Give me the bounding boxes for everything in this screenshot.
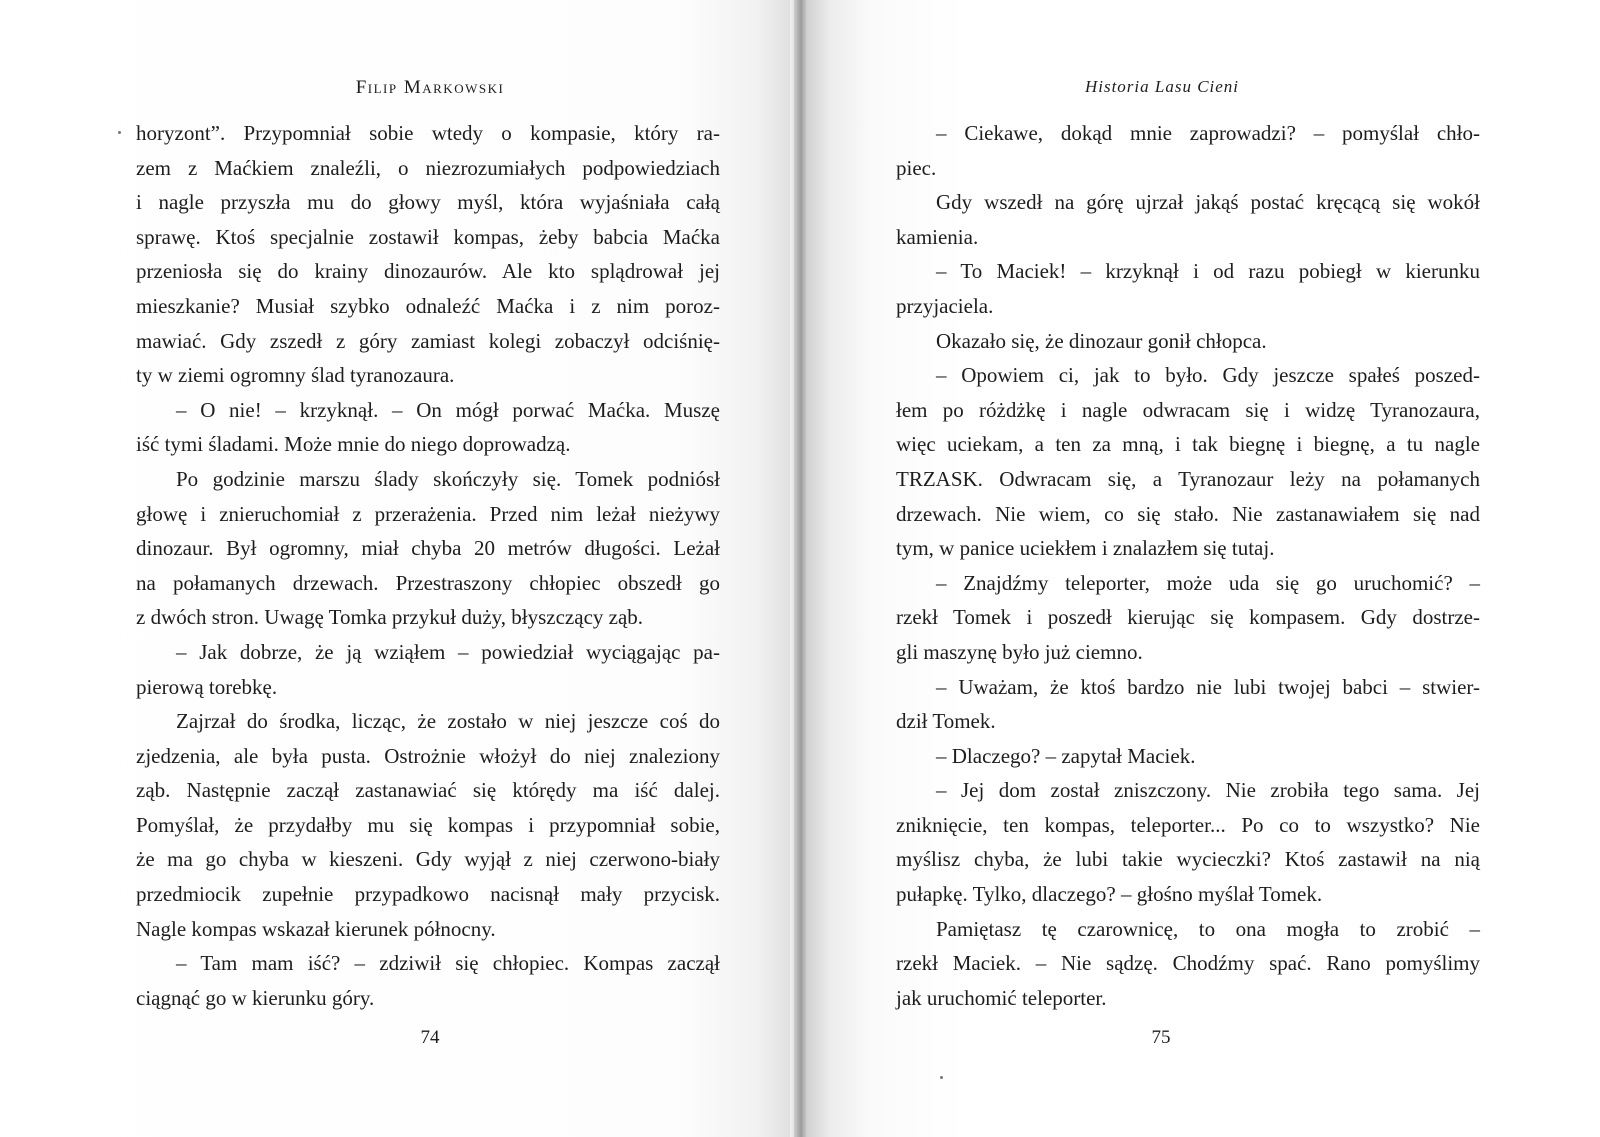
left-page-body — [136, 116, 720, 1015]
text-line: z dwóch stron. Uwagę Tomka przykuł duży, błyszczący ząb. — [136, 605, 644, 630]
text-line: – Dlaczego? – zapytał Maciek. — [936, 743, 1196, 768]
text-line: na połamanych drzewach. Przestraszony chłopiec obszedł go — [136, 570, 720, 595]
right-page — [806, 0, 1600, 1137]
text-line: gli maszynę było już ciemno. — [896, 639, 1143, 664]
text-line: ciągnąć go w kierunku góry. — [136, 985, 375, 1010]
text-line: rzekł Maciek. – Nie sądzę. Chodźmy spać. Rano pomyślimy — [896, 951, 1480, 976]
text-line: ząb. Następnie zaczął zastanawiać się którędy ma iść dalej. — [136, 778, 720, 803]
text-line: – Jak dobrze, że ją wziąłem – powiedział wyciągając pa- — [176, 639, 720, 664]
text-line: przeniosła się do krainy dinozaurów. Ale kto splądrował jej — [136, 259, 720, 284]
text-line: łem po różdżkę i nagle odwracam się i widzę Tyranozaura, — [896, 397, 1480, 422]
text-line: Zajrzał do środka, licząc, że zostało w niej jeszcze coś do — [176, 709, 720, 734]
text-line: mieszkanie? Musiał szybko odnaleźć Maćka i z nim poroz- — [136, 293, 720, 318]
text-line: – Opowiem ci, jak to było. Gdy jeszcze spałeś poszed- — [936, 363, 1480, 388]
text-line: pierową torebkę. — [136, 674, 278, 699]
text-line: mawiać. Gdy zszedł z góry zamiast kolegi zobaczył odciśnię- — [136, 328, 720, 353]
text-line: – Jej dom został zniszczony. Nie zrobiła tego sama. Jej — [936, 778, 1480, 803]
text-line: – To Maciek! – krzyknął i od razu pobiegł w kierunku — [936, 259, 1480, 284]
text-line: piec. — [896, 155, 937, 180]
right-page-body — [896, 116, 1480, 1015]
text-line: Nagle kompas wskazał kierunek północny. — [136, 916, 496, 941]
text-line: ty w ziemi ogromny ślad tyranozaura. — [136, 363, 455, 388]
text-line: – Znajdźmy teleporter, może uda się go uruchomić? – — [936, 570, 1480, 595]
text-line: TRZASK. Odwracam się, a Tyranozaur leży na połamanych — [896, 466, 1480, 491]
text-line: rzekł Tomek i poszedł kierując się kompasem. Gdy dostrze- — [896, 605, 1480, 630]
text-line: myślisz chyba, że lubi takie wycieczki? Ktoś zastawił na nią — [896, 847, 1480, 872]
text-line: – Ciekawe, dokąd mnie zaprowadzi? – pomyślał chło- — [936, 121, 1480, 145]
print-speck — [118, 131, 121, 134]
left-page — [0, 0, 798, 1137]
text-line: głowę i znieruchomiał z przerażenia. Przed nim leżał nieżywy — [136, 501, 720, 526]
print-speck — [940, 1076, 943, 1079]
text-line: sprawę. Ktoś specjalnie zostawił kompas, żeby babcia Maćka — [136, 224, 720, 249]
text-line: Po godzinie marszu ślady skończyły się. Tomek podniósł — [176, 466, 720, 491]
text-line: Pamiętasz tę czarownicę, to ona mogła to zrobić – — [936, 916, 1480, 941]
text-line: zjedzenia, ale była pusta. Ostrożnie włożył do niej znaleziony — [136, 743, 720, 768]
text-line: horyzont”. Przypomniał sobie wtedy o kompasie, który ra- — [136, 121, 720, 145]
text-line: jak uruchomić teleporter. — [896, 985, 1107, 1010]
running-head-author: Filip Markowski — [355, 77, 505, 98]
text-line: przyjaciela. — [896, 293, 994, 318]
running-head-title: Historia Lasu Cieni — [1084, 77, 1240, 96]
text-line: – Tam mam iść? – zdziwił się chłopiec. Kompas zaczął — [176, 951, 720, 976]
text-line: dinozaur. Był ogromny, miał chyba 20 metrów długości. Leżał — [136, 536, 720, 561]
text-line: Okazało się, że dinozaur gonił chłopca. — [936, 328, 1267, 353]
page-number: 74 — [420, 1027, 440, 1048]
text-line: – O nie! – krzyknął. – On mógł porwać Maćka. Muszę — [176, 397, 720, 422]
text-line: Pomyślał, że przydałby mu się kompas i przypomniał sobie, — [136, 812, 720, 837]
text-line: – Uważam, że ktoś bardzo nie lubi twojej babci – stwier- — [936, 674, 1480, 699]
text-line: tym, w panice uciekłem i znalazłem się tutaj. — [896, 536, 1275, 561]
text-line: zem z Maćkiem znaleźli, o niezrozumiałych podpowiedziach — [136, 155, 720, 180]
page-number: 75 — [1151, 1027, 1171, 1048]
text-line: i nagle przyszła mu do głowy myśl, która wyjaśniała całą — [136, 190, 720, 215]
text-line: kamienia. — [896, 224, 979, 249]
text-line: iść tymi śladami. Może mnie do niego doprowadzą. — [136, 432, 571, 457]
text-line: że ma go chyba w kieszeni. Gdy wyjął z niej czerwono-biały — [136, 847, 720, 872]
text-line: przedmiocik zupełnie przypadkowo nacisnął mały przycisk. — [136, 882, 720, 907]
text-line: pułapkę. Tylko, dlaczego? – głośno myślał Tomek. — [896, 882, 1323, 907]
text-line: Gdy wszedł na górę ujrzał jakąś postać kręcącą się wokół — [936, 190, 1480, 215]
text-line: drzewach. Nie wiem, co się stało. Nie zastanawiałem się nad — [896, 501, 1480, 526]
text-line: zniknięcie, ten kompas, teleporter... Po co to wszystko? Nie — [896, 812, 1480, 837]
text-line: więc uciekam, a ten za mną, i tak biegnę i biegnę, a tu nagle — [896, 432, 1480, 457]
text-line: dził Tomek. — [896, 709, 996, 734]
